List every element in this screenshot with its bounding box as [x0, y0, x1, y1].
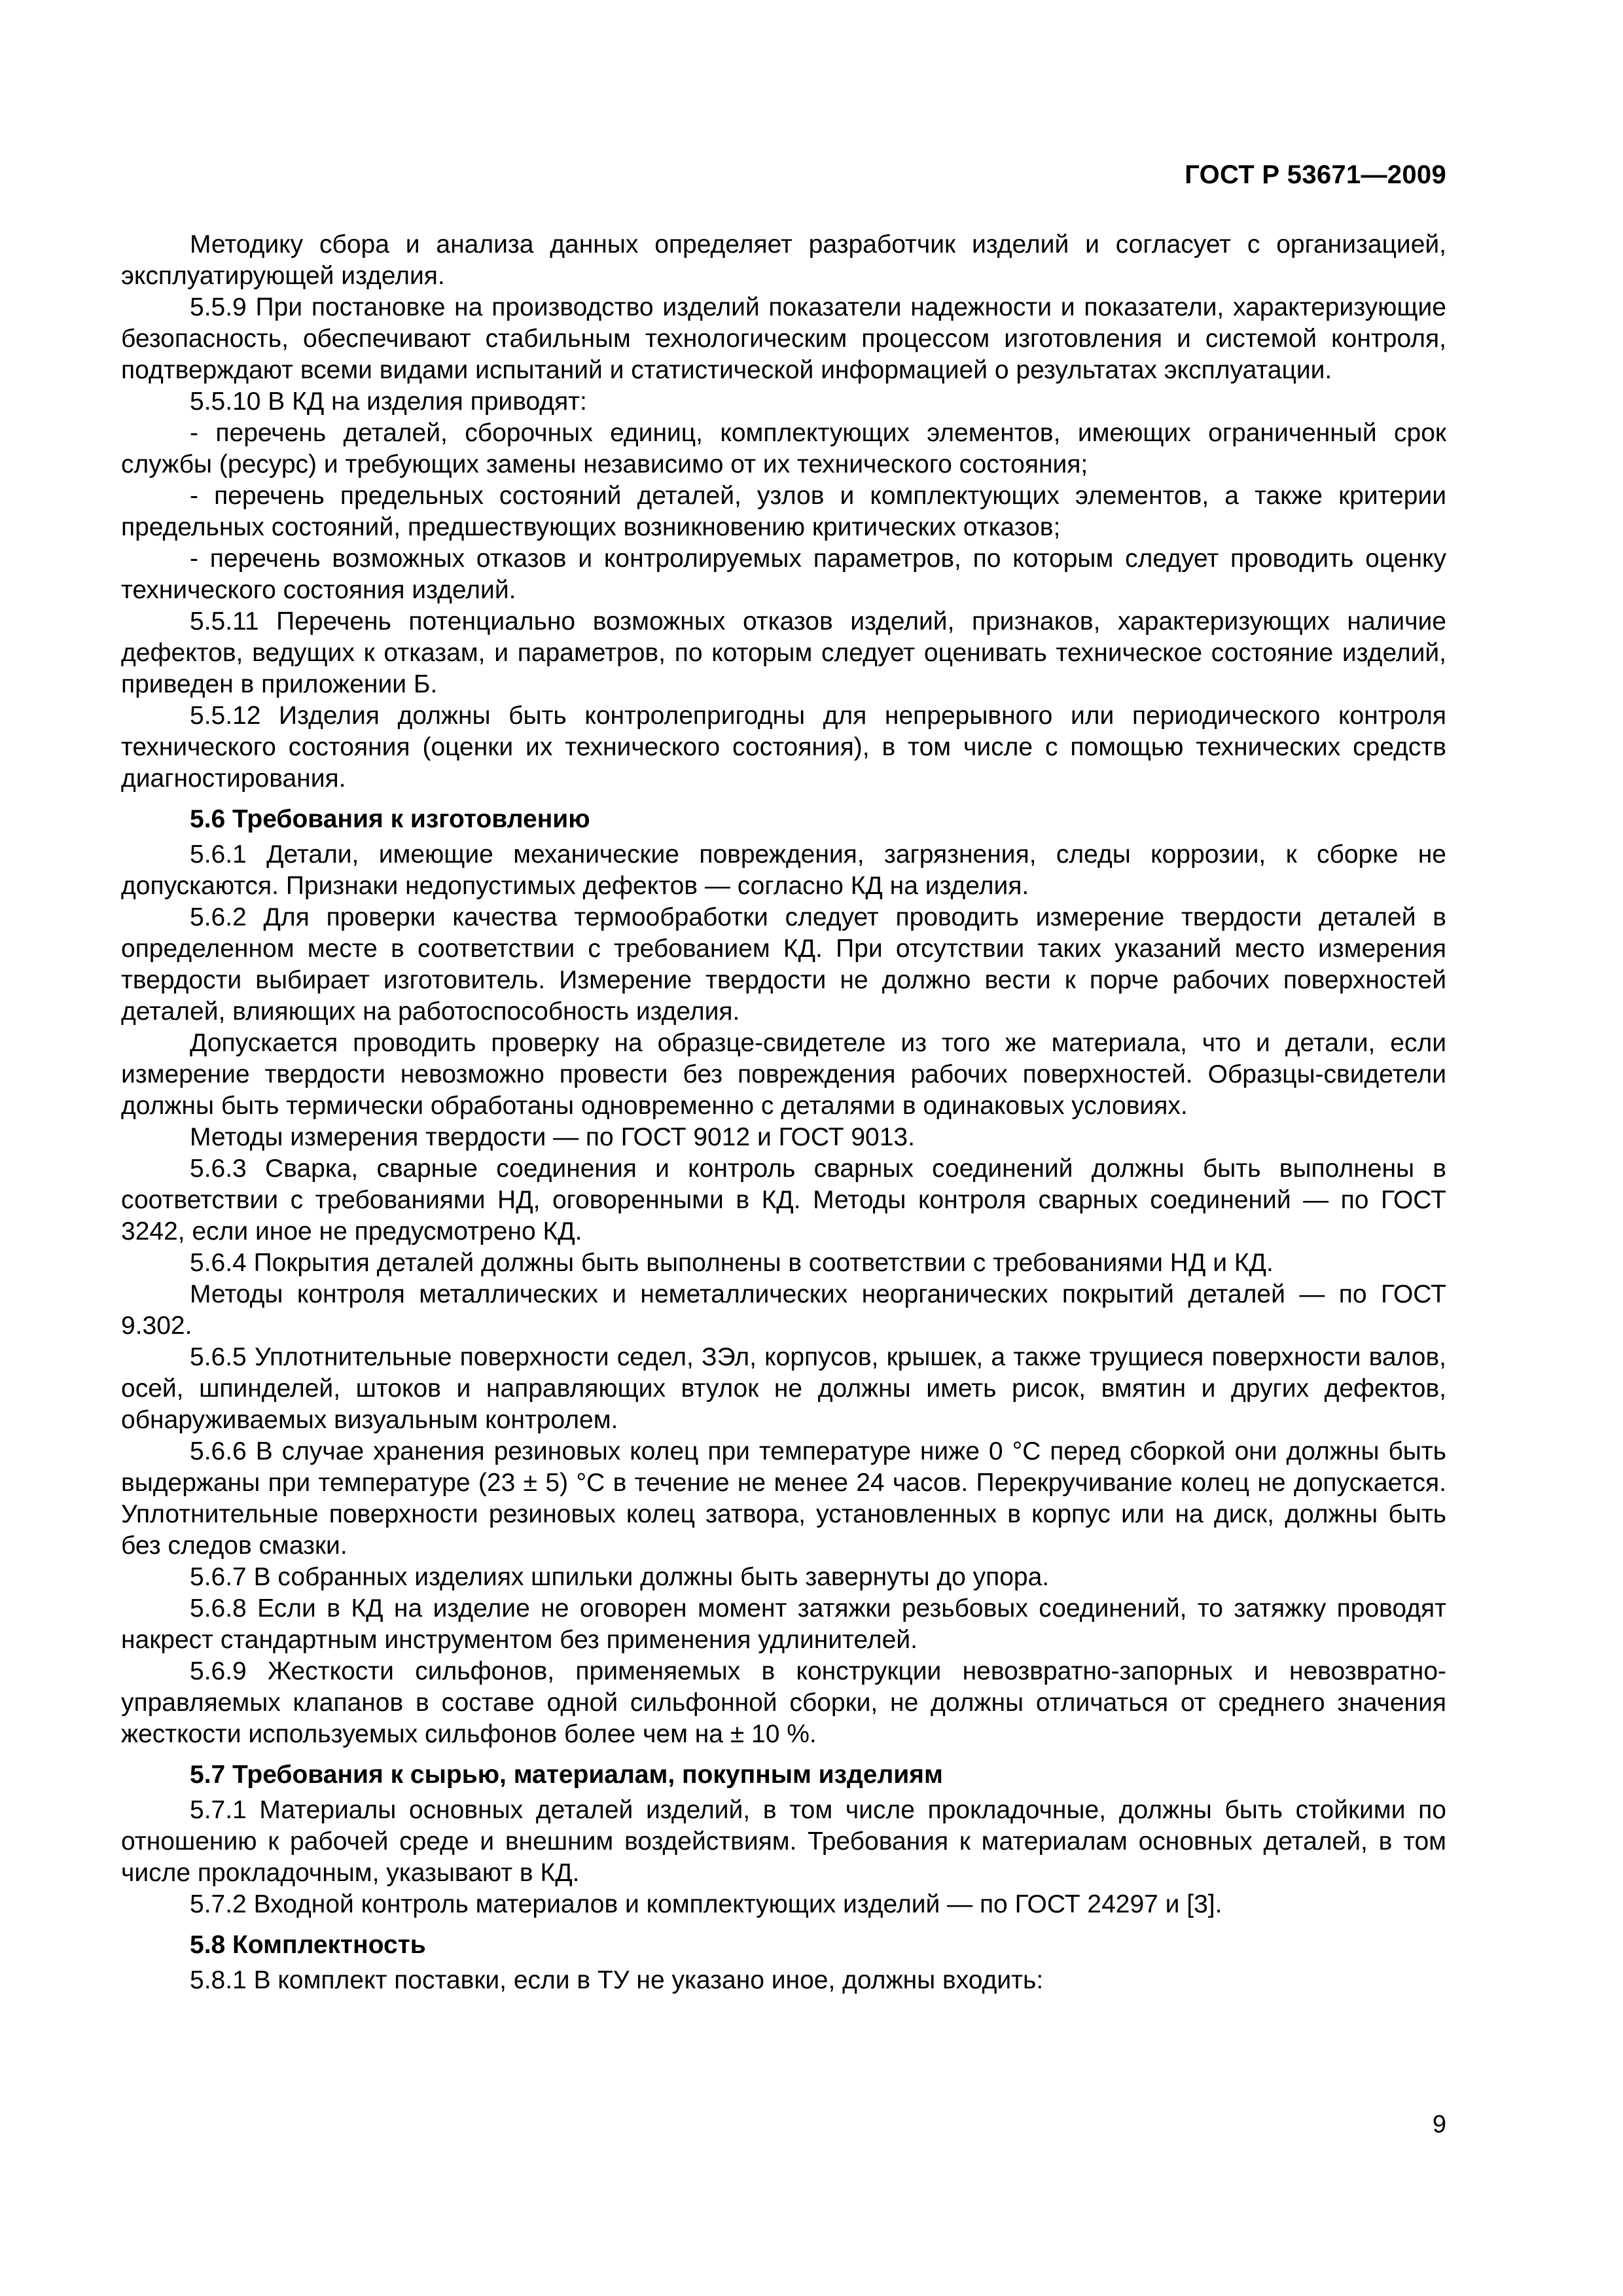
section-heading: 5.6 Требования к изготовлению [190, 805, 590, 833]
paragraph: 5.6.7 В собранных изделиях шпильки должны быть завернуты до упора. [190, 1563, 1050, 1591]
paragraph: 5.6.9 Жесткости сильфонов, применяемых в конструкции невозвратно-запорных и невозвратно-управляемых клапанов в составе одной сильфонной сборки, не должны отличаться от среднего значения жесткости используемых сильфонов более чем на ± 10 %. [121, 1657, 1446, 1748]
paragraph: Методы контроля металлических и неметаллических неорганических покрытий деталей — по ГОСТ 9.302. [121, 1280, 1446, 1340]
paragraph: Методы измерения твердости — по ГОСТ 9012 и ГОСТ 9013. [190, 1123, 915, 1151]
paragraph: - перечень предельных состояний деталей, узлов и комплектующих элементов, а также критерии предельных состояний, предшествующих возникновению критических отказов; [121, 482, 1446, 541]
paragraph: - перечень возможных отказов и контролируемых параметров, по которым следует проводить оценку технического состояния изделий. [121, 545, 1446, 604]
paragraph: 5.6.3 Сварка, сварные соединения и контроль сварных соединений должны быть выполнены в соответствии с требованиями НД, оговоренными в КД. Методы контроля сварных соединений — по ГОСТ 3242, если иное не предусмотрено КД. [121, 1155, 1446, 1246]
paragraph: 5.5.12 Изделия должны быть контролепригодны для непрерывного или периодического контроля технического состояния (оценки их технического состояния), в том числе с помощью технических средств диагностирования. [121, 702, 1446, 793]
paragraph: 5.6.1 Детали, имеющие механические повреждения, загрязнения, следы коррозии, к сборке не допускаются. Признаки недопустимых дефектов — согласно КД на изделия. [121, 840, 1446, 900]
paragraph: - перечень деталей, сборочных единиц, комплектующих элементов, имеющих ограниченный срок службы (ресурс) и требующих замены независимо от их технического состояния; [121, 419, 1446, 478]
paragraph: 5.6.5 Уплотнительные поверхности седел, ЗЭл, корпусов, крышек, а также трущиеся поверхности валов, осей, шпинделей, штоков и направляющих втулок не должны иметь рисок, вмятин и других дефектов, обнаруживаемых визуальным контролем. [121, 1343, 1446, 1434]
section-heading: 5.7 Требования к сырью, материалам, покупным изделиям [190, 1761, 943, 1789]
paragraph: 5.7.1 Материалы основных деталей изделий, в том числе прокладочные, должны быть стойкими по отношению к рабочей среде и внешним воздействиям. Требования к материалам основных деталей, в том числе прокладочным, указывают в КД. [121, 1796, 1446, 1887]
paragraph: 5.5.9 При постановке на производство изделий показатели надежности и показатели, характеризующие безопасность, обеспечивают стабильным технологическим процессом изготовления и системой контроля, подтверждают всеми видами испытаний и статистической информацией о результатах эксплуатации. [121, 293, 1446, 384]
paragraph: 5.6.6 В случае хранения резиновых колец при температуре ниже 0 °С перед сборкой они должны быть выдержаны при температуре (23 ± 5) °С в течение не менее 24 часов. Перекручивание колец не допускается. Уплотнительные поверхности резиновых колец затвора, установленных в корпус или на диск, должны быть без следов смазки. [121, 1437, 1446, 1560]
page-number: 9 [1432, 2111, 1446, 2138]
paragraph: Методику сбора и анализа данных определяет разработчик изделий и согласует с организацией, эксплуатирующей изделия. [121, 230, 1446, 290]
paragraph: 5.6.2 Для проверки качества термообработки следует проводить измерение твердости деталей в определенном месте в соответствии с требованием КД. При отсутствии таких указаний место измерения твердости выбирает изготовитель. Измерение твердости не должно вести к порче рабочих поверхностей деталей, влияющих на работоспособность изделия. [121, 903, 1446, 1026]
paragraph: 5.8.1 В комплект поставки, если в ТУ не указано иное, должны входить: [190, 1966, 1044, 1994]
paragraph: 5.6.8 Если в КД на изделие не оговорен момент затяжки резьбовых соединений, то затяжку проводят накрест стандартным инструментом без применения удлинителей. [121, 1594, 1446, 1654]
section-heading: 5.8 Комплектность [190, 1931, 426, 1959]
paragraph: 5.5.10 В КД на изделия приводят: [190, 387, 587, 416]
paragraph: 5.5.11 Перечень потенциально возможных отказов изделий, признаков, характеризующих наличие дефектов, ведущих к отказам, и параметров, по которым следует оценивать техническое состояние изделий, приведен в приложении Б. [121, 607, 1446, 698]
document-code-header: ГОСТ Р 53671—2009 [1185, 160, 1446, 189]
document-body [121, 229, 1446, 1996]
paragraph: Допускается проводить проверку на образце-свидетеле из того же материала, что и детали, если измерение твердости невозможно провести без повреждения рабочих поверхностей. Образцы-свидетели должны быть термически обработаны одновременно с деталями в одинаковых условиях. [121, 1029, 1446, 1120]
paragraph: 5.6.4 Покрытия деталей должны быть выполнены в соответствии с требованиями НД и КД. [190, 1249, 1274, 1277]
paragraph: 5.7.2 Входной контроль материалов и комплектующих изделий — по ГОСТ 24297 и [3]. [190, 1890, 1222, 1918]
document-page [121, 0, 1446, 2296]
